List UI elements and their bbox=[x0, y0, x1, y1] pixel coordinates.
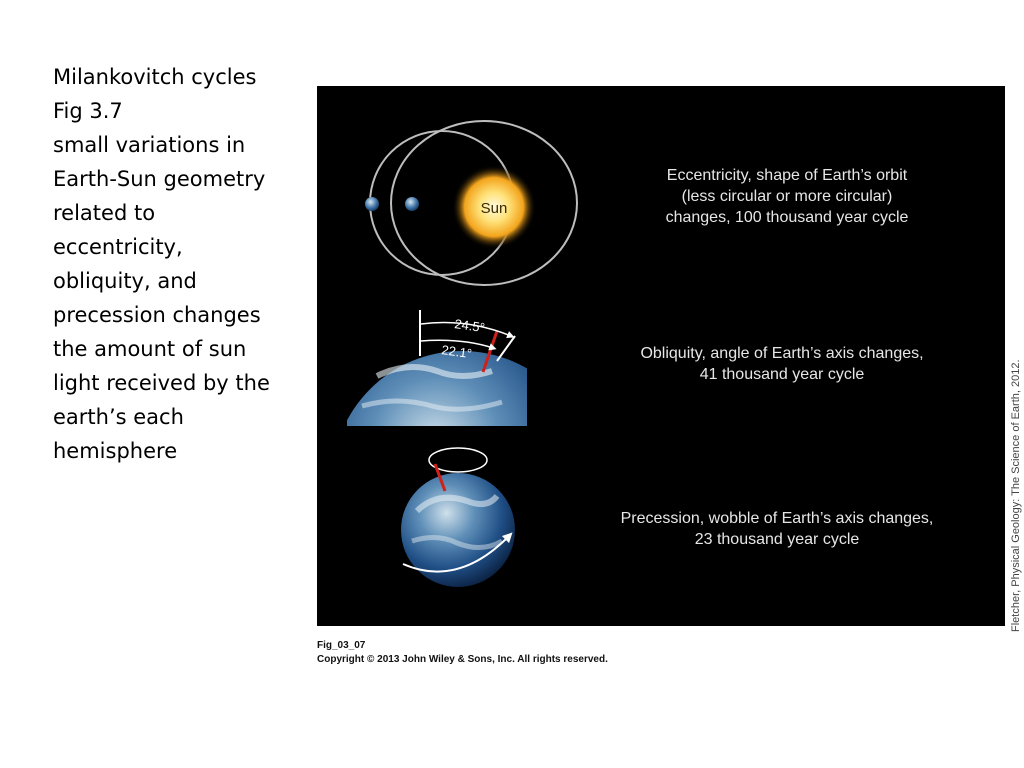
caption-line: Eccentricity, shape of Earth’s orbit bbox=[666, 167, 908, 184]
copyright-notice: Copyright © 2013 John Wiley & Sons, Inc. All rights reserved. bbox=[317, 654, 608, 665]
slide-text-line: the amount of sun bbox=[53, 337, 247, 361]
slide-text-line: eccentricity, bbox=[53, 235, 183, 259]
slide-text-line: precession changes bbox=[53, 303, 261, 327]
precession-caption bbox=[582, 508, 972, 550]
slide-title: Milankovitch cycles bbox=[53, 65, 257, 89]
angle-label-22-1: 22.1° bbox=[440, 342, 473, 362]
caption-line: Precession, wobble of Earth’s axis changes, bbox=[620, 510, 934, 527]
slide-text-line: small variations in bbox=[53, 133, 246, 157]
caption-line: changes, 100 thousand year cycle bbox=[665, 209, 909, 226]
earth-marker-circular bbox=[405, 197, 419, 211]
caption-line: 41 thousand year cycle bbox=[699, 366, 865, 383]
axis-line-large-tilt bbox=[497, 336, 515, 361]
sun-label: Sun bbox=[480, 200, 508, 217]
slide-text-line: earth’s each bbox=[53, 405, 184, 429]
eccentricity-caption bbox=[622, 165, 952, 228]
eccentricity-diagram bbox=[365, 121, 577, 285]
milankovitch-figure bbox=[317, 86, 1005, 626]
slide-fig-ref: Fig 3.7 bbox=[53, 99, 123, 123]
slide-text-line: obliquity, and bbox=[53, 269, 197, 293]
slide-text-block bbox=[53, 60, 303, 468]
caption-line: 23 thousand year cycle bbox=[694, 531, 860, 548]
earth-marker-elliptical bbox=[365, 197, 379, 211]
slide-text-line: light received by the bbox=[53, 371, 270, 395]
figure-id: Fig_03_07 bbox=[317, 640, 366, 651]
precession-diagram bbox=[401, 448, 515, 587]
caption-line: (less circular or more circular) bbox=[681, 188, 893, 205]
obliquity-caption bbox=[597, 343, 967, 385]
caption-line: Obliquity, angle of Earth’s axis changes, bbox=[640, 345, 924, 362]
slide-text-line: hemisphere bbox=[53, 439, 178, 463]
slide-text-line: related to bbox=[53, 201, 156, 225]
angle-label-24-5: 24.5° bbox=[453, 316, 486, 336]
slide-text-line: Earth-Sun geometry bbox=[53, 167, 266, 191]
figure-credit: Fletcher, Physical Geology: The Science of Earth, 2012. bbox=[1010, 359, 1022, 632]
